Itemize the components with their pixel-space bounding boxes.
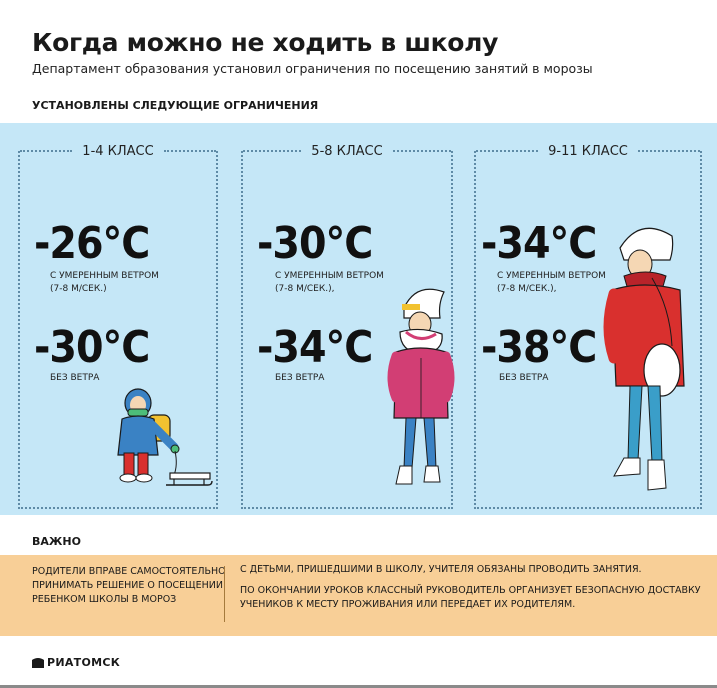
- header-divider: [638, 150, 700, 152]
- ria-logo-icon: [32, 658, 44, 668]
- wind-note-line2: (7-8 М/СЕК.),: [275, 284, 335, 294]
- wind-note: [50, 270, 159, 296]
- header-divider: [164, 150, 216, 152]
- parents-note-line: РОДИТЕЛИ ВПРАВЕ САМОСТОЯТЕЛЬНО: [32, 566, 226, 577]
- teachers-note-p1: С ДЕТЬМИ, ПРИШЕДШИМИ В ШКОЛУ, УЧИТЕЛЯ ОБЯЗАНЫ ПРОВОДИТЬ ЗАНЯТИЯ.: [240, 564, 642, 575]
- wind-temperature: -26°C: [34, 218, 150, 269]
- header-divider: [243, 150, 301, 152]
- wind-note-line1: С УМЕРЕННЫМ ВЕТРОМ: [275, 271, 384, 281]
- girl-in-winter-coat-illustration: [382, 278, 462, 498]
- calm-temperature: -38°C: [481, 322, 597, 373]
- card-header: [243, 142, 451, 160]
- parents-note-line: РЕБЕНКОМ ШКОЛЫ В МОРОЗ: [32, 594, 177, 605]
- calm-note: БЕЗ ВЕТРА: [275, 373, 325, 383]
- grade-label: 1-4 КЛАСС: [82, 143, 154, 159]
- card-header: [476, 142, 700, 160]
- page-subtitle: Департамент образования установил ограничения по посещению занятий в морозы: [32, 61, 593, 76]
- wind-note: [275, 270, 384, 296]
- teachers-note-line: ПО ОКОНЧАНИИ УРОКОВ КЛАССНЫЙ РУКОВОДИТЕЛЬ ОРГАНИЗУЕТ БЕЗОПАСНУЮ ДОСТАВКУ: [240, 585, 701, 596]
- logo-text: РИАТОМСК: [47, 656, 121, 669]
- header-divider: [476, 150, 538, 152]
- wind-note: [497, 270, 606, 296]
- restrictions-heading: УСТАНОВЛЕНЫ СЛЕДУЮЩИЕ ОГРАНИЧЕНИЯ: [32, 99, 319, 112]
- calm-note: БЕЗ ВЕТРА: [50, 373, 100, 383]
- teachers-note: [240, 563, 701, 612]
- parents-note: [32, 565, 226, 607]
- header-divider: [20, 150, 72, 152]
- calm-temperature: -34°C: [257, 322, 373, 373]
- card-header: [20, 142, 216, 160]
- parents-note-line: ПРИНИМАТЬ РЕШЕНИЕ О ПОСЕЩЕНИИ: [32, 580, 223, 591]
- teachers-note-line: УЧЕНИКОВ К МЕСТУ ПРОЖИВАНИЯ ИЛИ ПЕРЕДАЕТ ИХ РОДИТЕЛЯМ.: [240, 599, 576, 610]
- wind-note-line2: (7-8 М/СЕК.),: [497, 284, 557, 294]
- child-with-sled-illustration: [108, 385, 218, 495]
- grade-label: 5-8 КЛАСС: [311, 143, 383, 159]
- header-divider: [393, 150, 451, 152]
- calm-note: БЕЗ ВЕТРА: [499, 373, 549, 383]
- important-divider: [224, 566, 225, 622]
- wind-note-line1: С УМЕРЕННЫМ ВЕТРОМ: [50, 271, 159, 281]
- wind-note-line2: (7-8 М/СЕК.): [50, 284, 107, 294]
- grade-label: 9-11 КЛАСС: [548, 143, 628, 159]
- ria-tomsk-logo: [32, 656, 120, 669]
- teen-in-red-coat-illustration: [600, 218, 700, 500]
- wind-note-line1: С УМЕРЕННЫМ ВЕТРОМ: [497, 271, 606, 281]
- page-title: Когда можно не ходить в школу: [32, 28, 499, 57]
- wind-temperature: -30°C: [257, 218, 373, 269]
- important-heading: ВАЖНО: [32, 535, 81, 548]
- wind-temperature: -34°C: [481, 218, 597, 269]
- calm-temperature: -30°C: [34, 322, 150, 373]
